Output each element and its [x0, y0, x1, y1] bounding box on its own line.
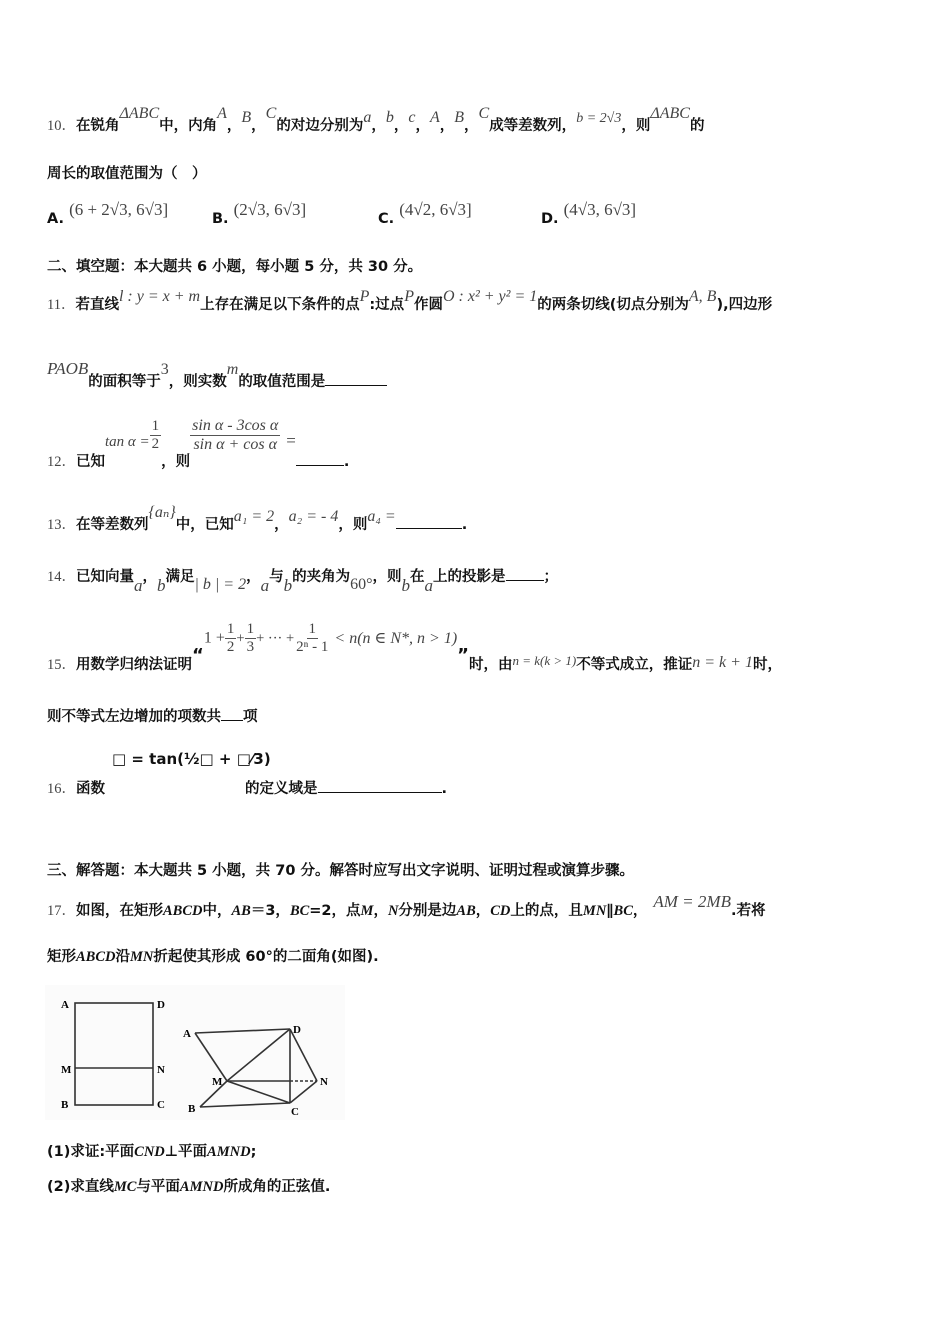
q16-line: 16．函数 的定义域是 .: [47, 781, 448, 797]
q10-choice-c: C. (4√2, 6√3]: [378, 200, 472, 227]
q16-formula: □ = tan(½□ + □⁄3): [112, 750, 271, 768]
fig1-label-c: C: [157, 1099, 165, 1111]
q15-line1: 15．用数学归纳法证明“1 + $\frac{1}{2}$ + $\frac{1}{3}$ + ··· + $\frac{1}{\text{2ⁿ - 1}}$ < n(n ∈ N*, n > 1)”时，由n = k(k > 1)不等式成立，推证n = k + 1时，: [47, 621, 782, 673]
q12-fraction: $\frac{\text{sin α - 3cos α}}{\text{sin α + cos α}}$: [192, 417, 279, 453]
q11-answer-blank[interactable]: [325, 384, 387, 386]
fig2-label-a: A: [183, 1028, 191, 1040]
q17-part2: (2)求直线MC与平面AMND所成角的正弦值.: [47, 1179, 331, 1195]
q11-line-eq: l : y = x + m: [118, 288, 201, 305]
q10-condition: b = 2√3: [576, 111, 622, 126]
q10-line2: 周长的取值范围为（ ）: [47, 166, 207, 182]
section-2-heading: 二、填空题：本大题共 6 小题，每小题 5 分，共 30 分。: [47, 259, 423, 275]
q10-choice-d: D. (4√3, 6√3]: [541, 200, 637, 227]
q17-part1: (1)求证:平面CND⊥平面AMND;: [47, 1144, 257, 1160]
q17-line2: 矩形ABCD沿MN折起使其形成 60°的二面角(如图).: [47, 949, 379, 965]
q12-line: 12．已知tan α = $\frac{1}{2}$ ，则 $\frac{\text{sin α - 3cos α}}{\text{sin α + cos α}}$ =.: [47, 417, 350, 470]
q10-triangle: ΔABC: [119, 105, 160, 122]
fig1-label-n: N: [157, 1064, 165, 1076]
q11-line2: PAOB的面积等于3，则实数m的取值范围是: [47, 372, 387, 390]
q11-circle-eq: O : x² + y² = 1: [442, 288, 538, 305]
q17-line1: 17．如图，在矩形ABCD中，AB＝3，BC=2，点M，N分别是边AB，CD上的点，且MN∥BC， AM = 2MB.若将: [47, 892, 766, 919]
q15-answer-blank[interactable]: [221, 719, 243, 721]
fig1-label-a: A: [61, 999, 69, 1011]
q12-answer-blank[interactable]: [296, 464, 344, 466]
fig2-label-m: M: [212, 1076, 223, 1088]
q10-line1: 10．在锐角ΔABC中，内角A，B，C的对边分别为a，b，c，A，B，C成等差数列，b = 2√3，则ΔABC的: [47, 105, 705, 134]
q10-choice-a: A. (6 + 2√3, 6√3]: [47, 200, 169, 227]
q15-line2: 则不等式左边增加的项数共 项: [47, 709, 258, 725]
q12-half: $\frac{1}{2}$: [151, 418, 160, 452]
fig2-label-n: N: [320, 1076, 328, 1088]
q17-condition: AM = 2MB: [653, 892, 731, 911]
q13-answer-blank[interactable]: [396, 527, 462, 529]
q10-choice-b: B. (2√3, 6√3]: [212, 200, 307, 227]
q17-figure: [45, 985, 345, 1120]
fig2-label-b: B: [188, 1103, 196, 1115]
q11-line1: 11．若直线l : y = x + m上存在满足以下条件的点P:过点P作圆O : x² + y² = 1的两条切线(切点分别为A, B),四边形: [47, 288, 773, 313]
fig2-label-c: C: [291, 1106, 299, 1118]
fig1-label-d: D: [157, 999, 165, 1011]
fig1-label-m: M: [61, 1064, 72, 1076]
fig2-label-d: D: [293, 1024, 301, 1036]
q14-answer-blank[interactable]: [506, 579, 544, 581]
q14-line: 14．已知向量a，b满足| b | = 2，a与b的夹角为60°，则b在a上的投影是 ；: [47, 569, 558, 595]
fig1-label-b: B: [61, 1099, 69, 1111]
q10-number: 10．: [47, 118, 76, 134]
q16-answer-blank[interactable]: [318, 791, 442, 793]
q13-line: 13．在等差数列{aₙ}中，已知a₁ = 2，a₂ = - 4，则a₄ = .: [47, 504, 468, 533]
section-3-heading: 三、解答题：本大题共 5 小题，共 70 分。解答时应写出文字说明、证明过程或演算步骤。: [47, 863, 634, 879]
